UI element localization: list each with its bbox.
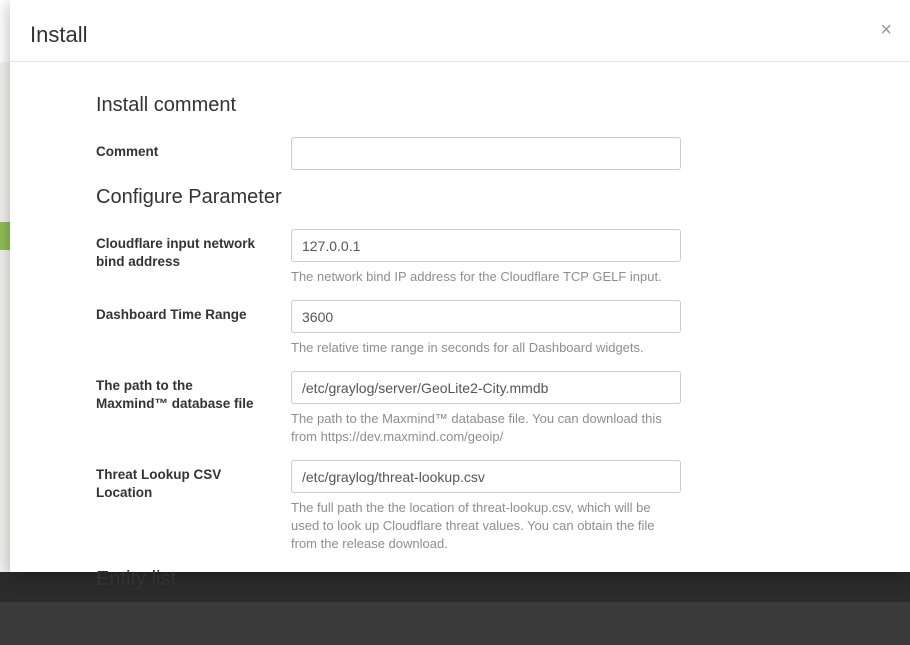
- maxmind-database-path-input[interactable]: [291, 371, 681, 404]
- label-comment: Comment: [96, 144, 159, 159]
- label-maxmind-database-path: The path to the Maxmind™ database file: [96, 378, 254, 411]
- help-threat-lookup-csv: The full path the the location of threat-lookup.csv, which will be used to look up Cloudflare threat values. You can obtain the file from the release download.: [291, 500, 655, 551]
- background-page-body: [0, 62, 10, 572]
- dashboard-time-range-input[interactable]: [291, 300, 681, 333]
- section-heading-entity-list: Entity list: [96, 568, 177, 590]
- install-modal: [10, 0, 910, 590]
- body-bottom-spacer: [96, 611, 880, 635]
- help-maxmind-database-path: The path to the Maxmind™ database file. You can download this from https://dev.maxmind.com/geoip/: [291, 411, 662, 444]
- modal-header: [10, 0, 910, 62]
- label-threat-lookup-csv: Threat Lookup CSV Location: [96, 467, 222, 500]
- help-dashboard-time-range: The relative time range in seconds for all Dashboard widgets.: [291, 340, 644, 355]
- label-cloudflare-bind-address: Cloudflare input network bind address: [96, 236, 256, 269]
- field-row-threat-lookup-csv: [96, 460, 880, 553]
- background-page-top: [0, 0, 10, 62]
- field-row-dashboard-time-range: [96, 300, 880, 357]
- section-heading-install-comment: Install comment: [96, 94, 237, 116]
- cloudflare-bind-address-input[interactable]: [291, 229, 681, 262]
- background-status-bar: [0, 222, 10, 250]
- section-heading-configure-parameter: Configure Parameter: [96, 186, 282, 208]
- label-dashboard-time-range: Dashboard Time Range: [96, 307, 247, 322]
- modal-body: [10, 63, 910, 590]
- field-row-comment: [96, 137, 880, 171]
- help-cloudflare-bind-address: The network bind IP address for the Cloudflare TCP GELF input.: [291, 269, 662, 284]
- field-row-cloudflare-bind-address: [96, 229, 880, 286]
- field-row-maxmind-database-path: [96, 371, 880, 446]
- threat-lookup-csv-input[interactable]: [291, 460, 681, 493]
- background-text: [0, 66, 10, 80]
- close-icon[interactable]: ×: [880, 19, 892, 41]
- modal-title: Install: [30, 22, 88, 47]
- comment-input[interactable]: [291, 137, 681, 170]
